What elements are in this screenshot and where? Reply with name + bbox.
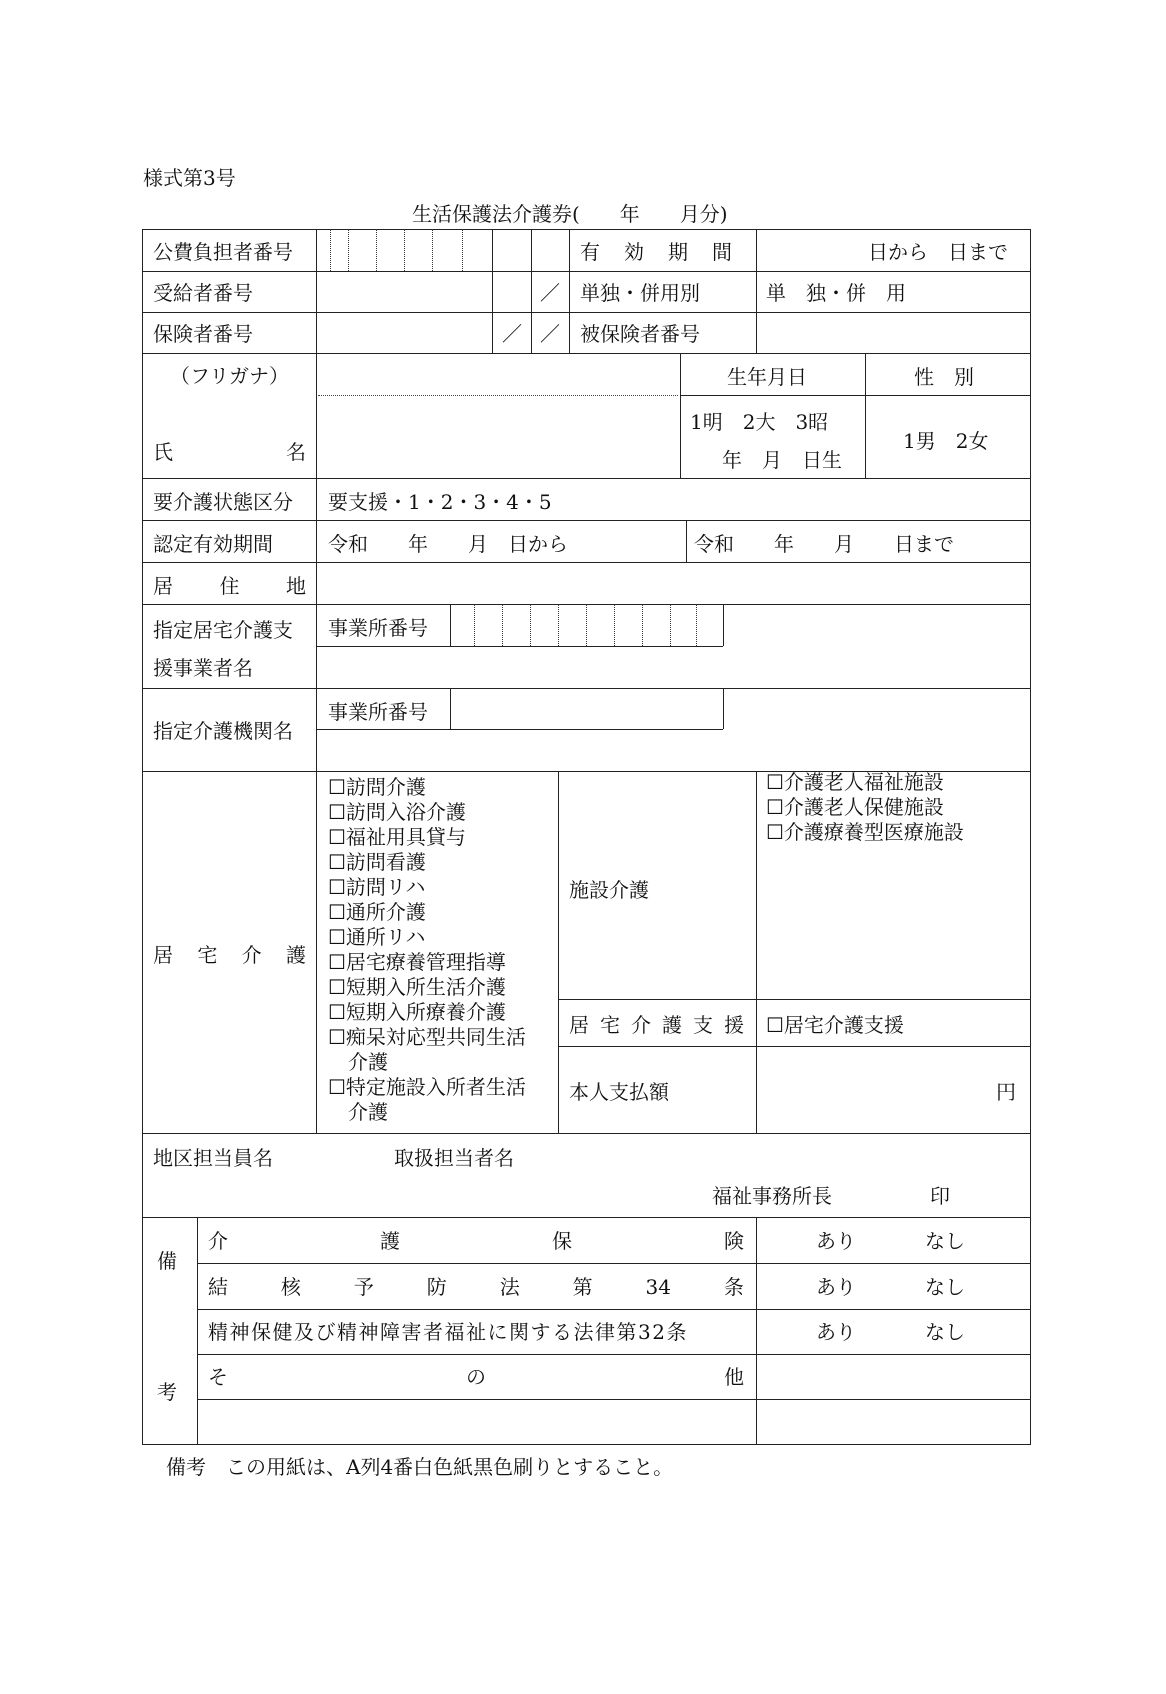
remarks-other bbox=[208, 1365, 744, 1389]
validity-char: 効 bbox=[624, 240, 644, 264]
residence-char: 住 bbox=[219, 574, 240, 598]
row-line bbox=[316, 646, 723, 647]
remarks-char: そ bbox=[208, 1365, 228, 1389]
digit-separator bbox=[642, 604, 643, 646]
validity-char: 期 bbox=[668, 240, 688, 264]
facility-service-list bbox=[766, 770, 964, 845]
digit-separator bbox=[696, 604, 697, 646]
single-combined-value: 単 独・併 用 bbox=[766, 281, 906, 305]
birthdate-label: 生年月日 bbox=[727, 365, 807, 389]
remarks-char: 第 bbox=[572, 1275, 593, 1299]
col-line bbox=[450, 604, 451, 646]
remarks-char: 予 bbox=[353, 1275, 374, 1299]
footer-note: 備考 この用紙は、A列4番白色紙黒色刷りとすること。 bbox=[166, 1455, 674, 1479]
hcs-char: 援 bbox=[724, 1013, 744, 1037]
row-line bbox=[142, 562, 1031, 563]
row-line bbox=[142, 353, 1031, 354]
col-line bbox=[680, 353, 681, 478]
service-checkbox[interactable]: ☐居宅療養管理指導 bbox=[328, 950, 506, 974]
care-institution-label: 指定介護機関名 bbox=[153, 719, 293, 743]
care-level-label: 要介護状態区分 bbox=[153, 490, 293, 514]
page-title: 生活保護法介護券( 年 月分) bbox=[412, 202, 728, 226]
facility-checkbox[interactable]: ☐介護療養型医療施設 bbox=[766, 820, 964, 844]
row-line bbox=[142, 312, 1031, 313]
col-line bbox=[197, 1217, 198, 1445]
service-checkbox[interactable]: ☐訪問介護 bbox=[328, 775, 426, 799]
digit-separator bbox=[530, 604, 531, 646]
district-officer-label: 地区担当員名 bbox=[153, 1146, 273, 1170]
row-line bbox=[558, 1046, 1031, 1047]
form-number: 様式第3号 bbox=[143, 166, 236, 190]
name-label bbox=[153, 440, 306, 464]
col-line bbox=[450, 688, 451, 729]
digit-separator bbox=[502, 604, 503, 646]
row-line bbox=[197, 1309, 1031, 1310]
remarks-char: 核 bbox=[280, 1275, 301, 1299]
remarks-tb bbox=[208, 1275, 744, 1299]
row-line bbox=[680, 395, 1031, 396]
remarks-char: 法 bbox=[499, 1275, 520, 1299]
cert-from: 令和 年 月 日から bbox=[328, 532, 568, 556]
hcs-char: 宅 bbox=[600, 1013, 620, 1037]
home-care-char: 介 bbox=[241, 943, 262, 967]
remarks-label-2: 考 bbox=[157, 1380, 177, 1404]
single-combined-label: 単独・併用別 bbox=[580, 281, 700, 305]
handler-label: 取扱担当者名 bbox=[394, 1146, 514, 1170]
home-support-provider-label-1: 指定居宅介護支 bbox=[153, 618, 293, 642]
service-checkbox[interactable]: ☐訪問入浴介護 bbox=[328, 800, 466, 824]
remarks-char: 結 bbox=[208, 1275, 228, 1299]
service-continuation: 介護 bbox=[328, 1100, 388, 1124]
hcs-char: 護 bbox=[662, 1013, 682, 1037]
digit-separator bbox=[330, 229, 331, 271]
col-line bbox=[569, 229, 570, 353]
name-char: 氏 bbox=[153, 440, 173, 464]
hcs-char: 介 bbox=[631, 1013, 651, 1037]
gender-options: 1男 2女 bbox=[903, 429, 989, 453]
home-care-char: 居 bbox=[153, 943, 173, 967]
furigana-divider bbox=[318, 395, 678, 396]
cert-to: 令和 年 月 日まで bbox=[694, 532, 954, 556]
remarks-char: 保 bbox=[552, 1229, 572, 1253]
remarks-char: 護 bbox=[380, 1229, 400, 1253]
home-care-support-checkbox[interactable]: ☐居宅介護支援 bbox=[766, 1013, 904, 1037]
ari-option: あり bbox=[816, 1275, 856, 1299]
digit-separator bbox=[670, 604, 671, 646]
remarks-char: 条 bbox=[723, 1275, 744, 1299]
nashi-option: なし bbox=[925, 1275, 965, 1299]
service-checkbox[interactable]: ☐痴呆対応型共同生活 bbox=[328, 1025, 526, 1049]
insurer-number-label: 保険者番号 bbox=[153, 322, 253, 346]
service-checkbox[interactable]: ☐特定施設入所者生活 bbox=[328, 1075, 526, 1099]
service-checkbox[interactable]: ☐短期入所生活介護 bbox=[328, 975, 506, 999]
digit-separator bbox=[348, 229, 349, 271]
hcs-char: 居 bbox=[569, 1013, 589, 1037]
remarks-label-1: 備 bbox=[157, 1249, 177, 1273]
residence-char: 居 bbox=[153, 574, 173, 598]
digit-separator bbox=[558, 604, 559, 646]
col-line bbox=[723, 688, 724, 729]
col-line bbox=[756, 771, 757, 1133]
service-checkbox[interactable]: ☐訪問看護 bbox=[328, 850, 426, 874]
row-line bbox=[558, 999, 1031, 1000]
remarks-mental: 精神保健及び精神障害者福祉に関する法律第32条 bbox=[208, 1320, 688, 1344]
remarks-char: 介 bbox=[208, 1229, 228, 1253]
slash: ／ bbox=[502, 322, 522, 346]
col-line bbox=[723, 604, 724, 646]
service-checkbox[interactable]: ☐通所リハ bbox=[328, 925, 426, 949]
remarks-char: 防 bbox=[426, 1275, 447, 1299]
home-care-char: 宅 bbox=[197, 943, 218, 967]
service-checkbox[interactable]: ☐短期入所療養介護 bbox=[328, 1000, 506, 1024]
facility-checkbox[interactable]: ☐介護老人福祉施設 bbox=[766, 770, 944, 794]
digit-separator bbox=[474, 604, 475, 646]
slash: ／ bbox=[540, 322, 560, 346]
era-options: 1明 2大 3昭 bbox=[690, 410, 829, 434]
row-line bbox=[197, 1354, 1031, 1355]
col-line bbox=[531, 229, 532, 353]
row-line bbox=[142, 478, 1031, 479]
digit-separator bbox=[376, 229, 377, 271]
office-number-label: 事業所番号 bbox=[328, 700, 428, 724]
care-level-value: 要支援・1・2・3・4・5 bbox=[328, 490, 552, 514]
col-line bbox=[756, 1217, 757, 1445]
col-line bbox=[558, 771, 559, 1133]
nashi-option: なし bbox=[925, 1320, 965, 1344]
service-checkbox[interactable]: ☐福祉用具貸与 bbox=[328, 825, 466, 849]
ari-option: あり bbox=[816, 1229, 856, 1253]
row-line bbox=[197, 1399, 1031, 1400]
col-line bbox=[686, 520, 687, 562]
residence-label bbox=[153, 574, 306, 598]
row-line bbox=[142, 520, 1031, 521]
digit-separator bbox=[432, 229, 433, 271]
digit-separator bbox=[462, 229, 463, 271]
birth-suffix: 年 月 日生 bbox=[722, 448, 842, 472]
row-line bbox=[142, 688, 1031, 689]
hcs-char: 支 bbox=[693, 1013, 713, 1037]
row-line bbox=[142, 271, 1031, 272]
remarks-insurance bbox=[208, 1229, 744, 1253]
facility-care-label: 施設介護 bbox=[569, 878, 649, 902]
validity-label bbox=[580, 240, 732, 264]
slash: ／ bbox=[540, 281, 560, 305]
validity-value: 日から 日まで bbox=[868, 240, 1008, 264]
residence-char: 地 bbox=[286, 574, 306, 598]
nashi-option: なし bbox=[925, 1229, 965, 1253]
home-support-provider-label-2: 援事業者名 bbox=[153, 656, 253, 680]
home-care-char: 護 bbox=[285, 943, 306, 967]
seal-label: 印 bbox=[930, 1184, 950, 1208]
col-line bbox=[316, 771, 317, 1133]
furigana-label: （フリガナ） bbox=[170, 364, 289, 388]
remarks-char: 険 bbox=[724, 1229, 744, 1253]
remarks-char: の bbox=[466, 1365, 486, 1389]
col-line bbox=[492, 229, 493, 353]
name-char: 名 bbox=[286, 440, 306, 464]
gender-label: 性 別 bbox=[914, 365, 974, 389]
self-payment-label: 本人支払額 bbox=[569, 1080, 669, 1104]
digit-separator bbox=[586, 604, 587, 646]
service-checkbox[interactable]: ☐訪問リハ bbox=[328, 875, 426, 899]
public-payer-label: 公費負担者番号 bbox=[153, 240, 293, 264]
remarks-char: 34 bbox=[645, 1275, 671, 1299]
validity-char: 間 bbox=[712, 240, 732, 264]
validity-char: 有 bbox=[580, 240, 600, 264]
row-line bbox=[316, 729, 723, 730]
service-continuation: 介護 bbox=[328, 1050, 388, 1074]
insured-number-label: 被保険者番号 bbox=[580, 322, 700, 346]
row-line bbox=[197, 1263, 1031, 1264]
home-care-service-list bbox=[328, 775, 526, 1125]
col-line bbox=[865, 353, 866, 478]
digit-separator bbox=[614, 604, 615, 646]
office-chief-label: 福祉事務所長 bbox=[712, 1184, 832, 1208]
facility-checkbox[interactable]: ☐介護老人保健施設 bbox=[766, 795, 944, 819]
row-line bbox=[142, 1133, 1031, 1134]
home-care-support-label bbox=[569, 1013, 744, 1037]
recipient-number-label: 受給者番号 bbox=[153, 281, 253, 305]
digit-separator bbox=[404, 229, 405, 271]
ari-option: あり bbox=[816, 1320, 856, 1344]
cert-period-label: 認定有効期間 bbox=[153, 532, 273, 556]
home-care-label bbox=[153, 943, 306, 967]
row-line bbox=[142, 1217, 1031, 1218]
office-number-label: 事業所番号 bbox=[328, 616, 428, 640]
col-line bbox=[756, 229, 757, 353]
col-line bbox=[316, 229, 317, 771]
service-checkbox[interactable]: ☐通所介護 bbox=[328, 900, 426, 924]
yen-unit: 円 bbox=[996, 1080, 1016, 1104]
remarks-char: 他 bbox=[724, 1365, 744, 1389]
